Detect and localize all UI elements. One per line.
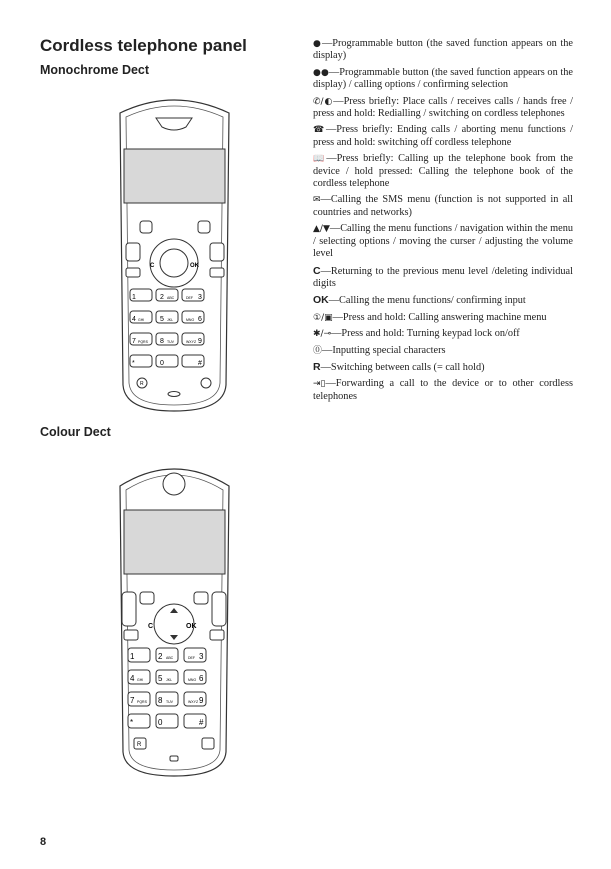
- svg-text:1: 1: [132, 294, 136, 301]
- key-symbol-icon: ✱/⊸: [313, 329, 332, 340]
- svg-text:9: 9: [199, 696, 204, 705]
- svg-text:2: 2: [160, 294, 164, 301]
- colour-c-key-label: C: [148, 623, 154, 630]
- key-symbol-icon: ①/▣: [313, 312, 333, 323]
- svg-text:4: 4: [130, 674, 135, 683]
- key-symbol-icon: ●●: [313, 67, 329, 78]
- key-descriptions: [313, 38, 573, 407]
- page-title: Cordless telephone panel: [40, 36, 247, 55]
- key-symbol-icon: ☎: [313, 125, 326, 136]
- svg-text:3: 3: [199, 652, 204, 661]
- description-item: [313, 294, 573, 307]
- svg-text:DEF: DEF: [186, 296, 193, 300]
- description-item: [313, 67, 573, 92]
- section-heading-colour: Colour Dect: [40, 425, 111, 439]
- svg-text:6: 6: [198, 316, 202, 323]
- description-item: [313, 223, 573, 260]
- description-text: —Press briefly: Ending calls / aborting menu functions / press and hold: switching off cordless telephone: [313, 124, 573, 148]
- svg-text:GHI: GHI: [138, 318, 145, 322]
- svg-text:R: R: [137, 742, 142, 748]
- svg-text:GHI: GHI: [137, 678, 144, 682]
- svg-text:3: 3: [198, 294, 202, 301]
- section-heading-monochrome: Monochrome Dect: [40, 63, 150, 77]
- svg-text:7: 7: [130, 696, 135, 705]
- description-text: —Forwarding a call to the device or to other cordless telephones: [313, 378, 573, 402]
- svg-text:PQRS: PQRS: [137, 700, 147, 704]
- description-text: —Press and hold: Calling answering machine menu: [332, 311, 547, 323]
- svg-text:PQRS: PQRS: [138, 340, 148, 344]
- svg-text:*: *: [132, 360, 135, 367]
- svg-text:#: #: [199, 718, 204, 727]
- description-item: [313, 96, 573, 121]
- svg-text:JKL: JKL: [166, 678, 173, 682]
- svg-text:TUV: TUV: [166, 700, 173, 704]
- key-symbol-icon: C: [313, 264, 321, 277]
- colour-dect-phone-illustration: [112, 458, 237, 780]
- description-text: —Programmable button (the saved function appears on the display): [313, 38, 573, 62]
- svg-text:8: 8: [158, 696, 163, 705]
- description-item: [313, 265, 573, 291]
- key-symbol-icon: R: [313, 360, 321, 373]
- description-text: —Returning to the previous menu level /deleting individual digits: [313, 265, 573, 289]
- description-text: —Calling the menu functions / navigation within the menu / selecting options / moving the curser / adjusting the volume level: [313, 223, 573, 260]
- svg-text:4: 4: [132, 316, 136, 323]
- mono-ok-key-label: OK: [190, 263, 199, 269]
- svg-text:ABC: ABC: [167, 296, 175, 300]
- svg-text:0: 0: [160, 360, 164, 367]
- svg-text:#: #: [198, 360, 202, 367]
- svg-text:8: 8: [160, 338, 164, 345]
- description-text: —Calling the menu functions/ confirming input: [328, 295, 526, 307]
- key-symbol-icon: ⓪: [313, 345, 323, 356]
- description-text: —Press briefly: Calling up the telephone book from the device / hold pressed: Calling the telephone book of the cordless telephone: [313, 153, 573, 190]
- svg-text:5: 5: [160, 316, 164, 323]
- svg-text:*: *: [130, 718, 134, 727]
- svg-text:ABC: ABC: [166, 656, 174, 660]
- svg-text:2: 2: [158, 652, 163, 661]
- description-text: —Calling the SMS menu (function is not supported in all countries and networks): [313, 194, 573, 218]
- description-item: [313, 361, 573, 374]
- svg-text:0: 0: [158, 718, 163, 727]
- description-item: [313, 328, 573, 340]
- description-item: [313, 378, 573, 403]
- page-number: 8: [40, 836, 47, 848]
- key-symbol-icon: OK: [313, 294, 329, 307]
- svg-text:R: R: [140, 381, 144, 387]
- description-item: [313, 124, 573, 149]
- svg-text:DEF: DEF: [188, 656, 195, 660]
- key-symbol-icon: ✆/◐: [313, 96, 334, 107]
- description-item: [313, 194, 573, 219]
- description-text: —Switching between calls (= call hold): [320, 361, 485, 373]
- svg-text:WXYZ: WXYZ: [186, 340, 197, 344]
- key-symbol-icon: ▲/▼: [313, 224, 330, 235]
- svg-text:9: 9: [198, 338, 202, 345]
- mono-c-key-label: C: [150, 263, 155, 269]
- description-text: —Press briefly: Place calls / receives calls / hands free / press and hold: Redialling / switching on cordless telephones: [313, 95, 573, 120]
- svg-text:WXYZ: WXYZ: [188, 700, 199, 704]
- description-item: [313, 38, 573, 63]
- key-symbol-icon: 📖: [313, 154, 327, 165]
- description-item: [313, 312, 573, 324]
- svg-text:MNO: MNO: [188, 678, 197, 682]
- svg-text:7: 7: [132, 338, 136, 345]
- description-text: —Inputting special characters: [322, 344, 446, 356]
- key-symbol-icon: ●: [313, 39, 322, 49]
- svg-text:TUV: TUV: [167, 340, 174, 344]
- svg-text:6: 6: [199, 674, 204, 683]
- description-item: [313, 153, 573, 190]
- description-text: —Press and hold: Turning keypad lock on/off: [331, 328, 520, 340]
- svg-text:JKL: JKL: [167, 318, 174, 322]
- monochrome-dect-phone-illustration: [112, 93, 237, 415]
- svg-text:MNO: MNO: [186, 318, 195, 322]
- description-text: —Programmable button (the saved function appears on the display) / calling options / confirming selection: [313, 66, 573, 91]
- svg-text:5: 5: [158, 674, 163, 683]
- description-item: [313, 345, 573, 357]
- key-symbol-icon: ⇥▯: [313, 379, 326, 390]
- key-symbol-icon: ✉: [313, 195, 321, 206]
- svg-text:1: 1: [130, 652, 135, 661]
- colour-ok-key-label: OK: [186, 623, 197, 630]
